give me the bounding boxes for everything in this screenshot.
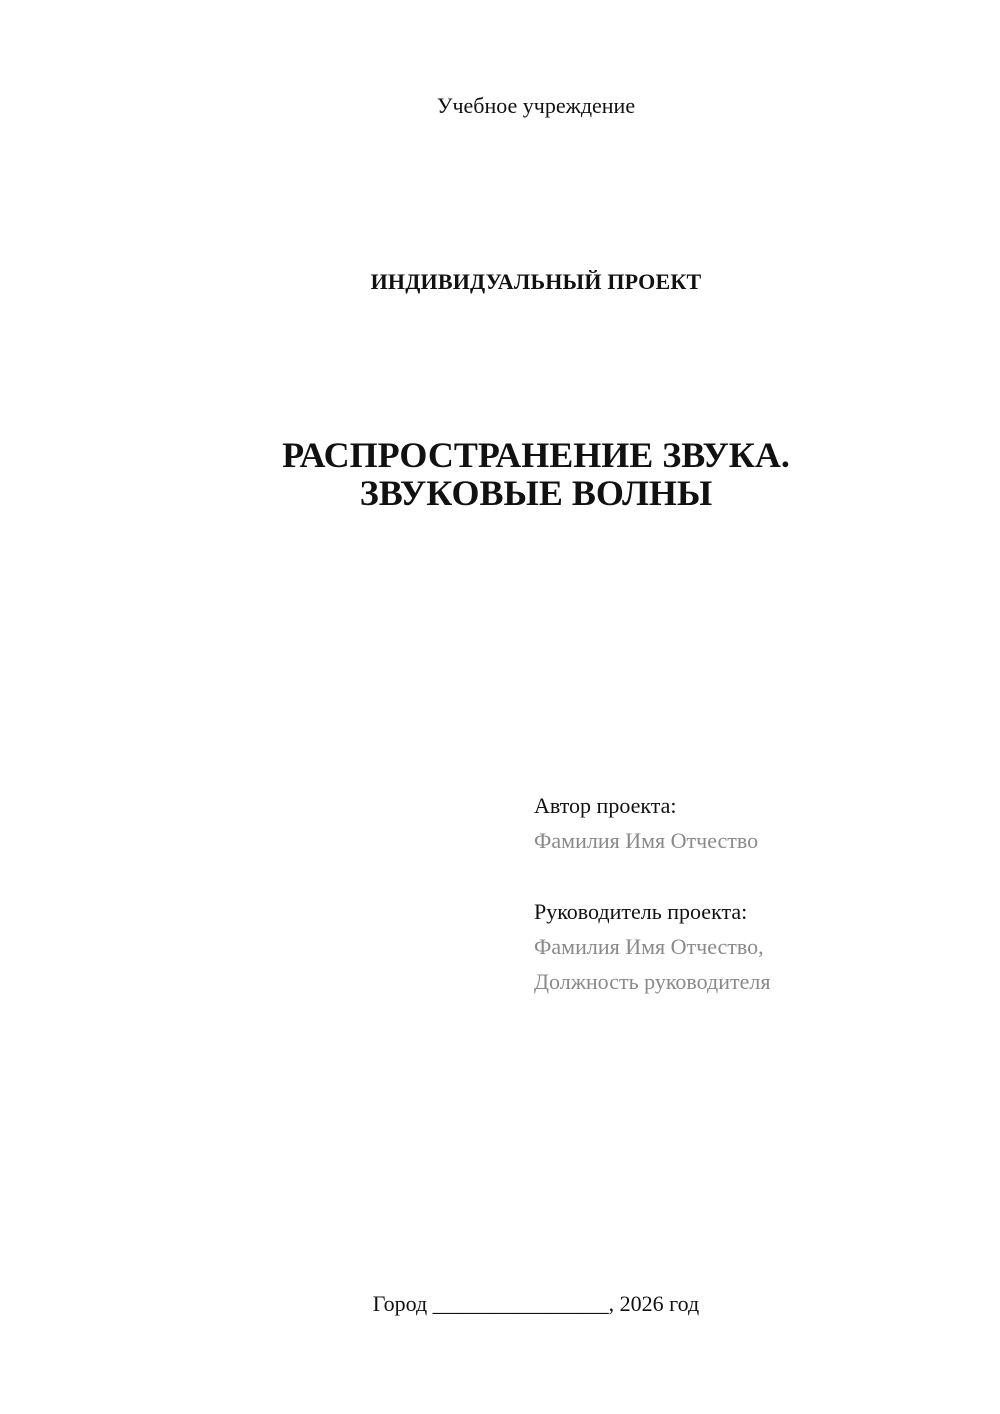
- project-credits: [534, 788, 974, 999]
- supervisor-label: Руководитель проекта:: [534, 899, 748, 924]
- project-title: [0, 436, 1000, 512]
- supervisor-position: Должность руководителя: [534, 969, 771, 994]
- author-label: Автор проекта:: [534, 793, 677, 818]
- credits-spacer: [534, 858, 974, 894]
- project-type-heading: ИНДИВИДУАЛЬНЫЙ ПРОЕКТ: [370, 269, 702, 294]
- project-title-line-1: РАСПРОСТРАНЕНИЕ ЗВУКА.: [282, 435, 790, 475]
- city-year-footer: Город ________________, 2026 год: [372, 1291, 700, 1316]
- project-title-line-2: ЗВУКОВЫЕ ВОЛНЫ: [359, 473, 713, 513]
- institution-name: Учебное учреждение: [436, 93, 636, 118]
- author-name: Фамилия Имя Отчество: [534, 828, 759, 853]
- supervisor-name: Фамилия Имя Отчество,: [534, 934, 764, 959]
